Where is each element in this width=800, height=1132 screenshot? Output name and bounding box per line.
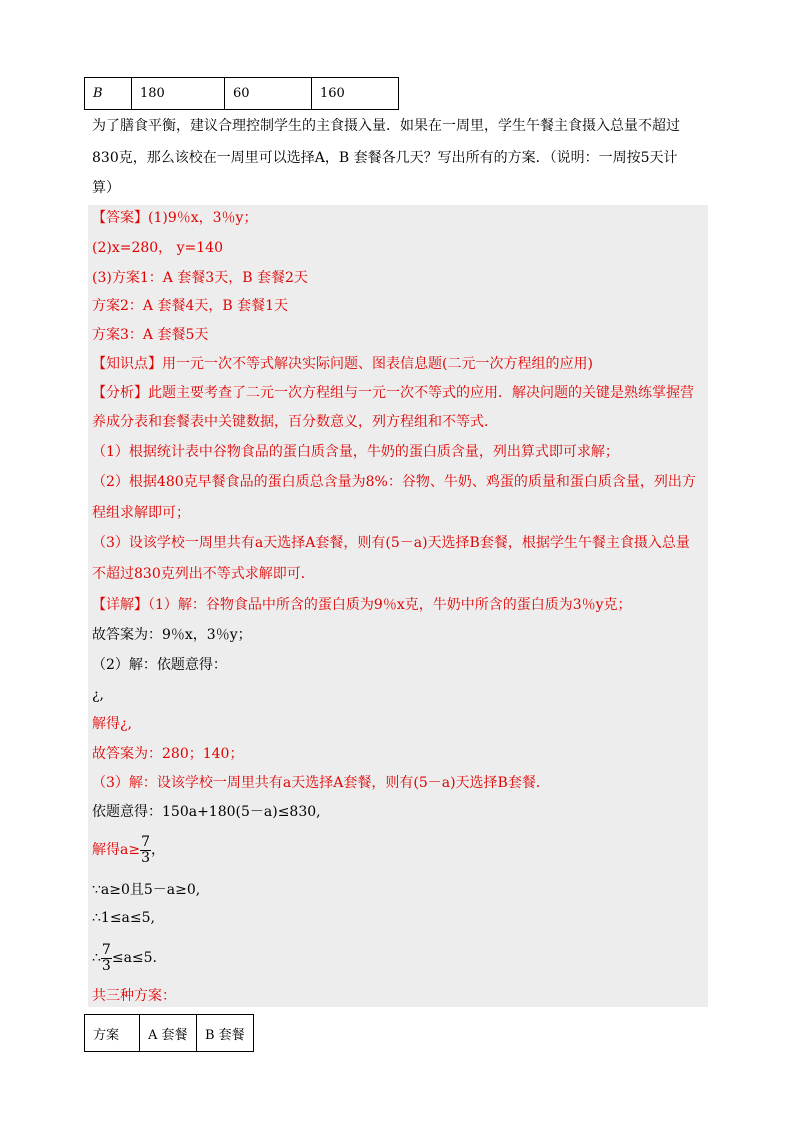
analysis-line-1 — [92, 383, 694, 403]
therefore-symbol: ∴ — [92, 950, 101, 966]
detail-tag: 【详解】 — [92, 597, 148, 613]
answer-line-2: (2)x=280， y=140 — [92, 240, 223, 256]
fraction-seven-thirds — [101, 943, 112, 974]
table-cell: 60 — [225, 78, 312, 110]
table-cell: 180 — [132, 78, 225, 110]
meal-table-top — [84, 77, 399, 110]
detail-line-9 — [92, 832, 165, 868]
plan-table — [84, 1014, 254, 1052]
detail-line-7: （3）解：设该学校一周里共有a天选择A套餐，则有(5－a)天选择B套餐． — [92, 775, 550, 791]
fraction-seven-thirds — [140, 835, 151, 866]
inequality-prefix: 解得a≥ — [92, 842, 141, 858]
inequality-suffix: ， — [151, 842, 165, 858]
answer-tag: 【答案】 — [92, 210, 148, 226]
fraction-denominator: 3 — [141, 849, 150, 866]
knowledge-text: 用一元一次不等式解决实际问题、图表信息题(二元一次方程组的应用) — [162, 356, 593, 372]
detail-line-6: 故答案为：280；140； — [92, 746, 244, 762]
detail-text: （1）解：谷物食品中所含的蛋白质为9％x克，牛奶中所含的蛋白质为3％y克； — [148, 597, 632, 613]
detail-line-13: 共三种方案： — [92, 988, 176, 1004]
answer-line-1 — [92, 208, 257, 228]
detail-line-5: 解得¿, — [92, 716, 132, 732]
analysis-line-2: 养成分表和套餐表中关键数据，百分数意义，列方程组和不等式． — [92, 414, 498, 430]
fraction-denominator: 3 — [101, 957, 111, 974]
detail-line-3: （2）解：依题意得： — [92, 657, 227, 673]
table-header-b: B 套餐 — [197, 1015, 254, 1052]
table-header-a: A 套餐 — [140, 1015, 197, 1052]
question-line-2: 830克，那么该校在一周里可以选择A，B 套餐各几天？写出所有的方案．（说明：一周按5天计 — [92, 150, 678, 166]
table-cell: B — [85, 78, 132, 110]
answer-line-4: 方案2：A 套餐4天，B 套餐1天 — [92, 298, 289, 314]
inequality-range: ≤a≤5. — [111, 950, 158, 966]
knowledge-line — [92, 354, 593, 374]
detail-line-2: 故答案为：9％x，3％y； — [92, 627, 252, 643]
fraction-numerator: 7 — [141, 833, 150, 850]
answer-line-5: 方案3：A 套餐5天 — [92, 327, 209, 343]
detail-line-1 — [92, 595, 632, 615]
detail-line-8: 依题意得：150a+180(5－a)≤830, — [92, 804, 321, 820]
detail-line-12 — [92, 940, 157, 976]
analysis-text: 此题主要考查了二元一次方程组与一元一次不等式的应用．解决问题的关键是熟练掌握营 — [148, 385, 694, 401]
fraction-numerator: 7 — [101, 941, 111, 958]
table-cell: 160 — [312, 78, 399, 110]
analysis-line-3: （1）根据统计表中谷物食品的蛋白质含量，牛奶的蛋白质含量，列出算式即可求解； — [92, 444, 619, 460]
analysis-line-4: （2）根据480克早餐食品的蛋白质总含量为8%：谷物、牛奶、鸡蛋的质量和蛋白质含量，列出方 — [92, 474, 696, 490]
answer-text: (1)9％x，3％y； — [148, 210, 258, 226]
knowledge-tag: 【知识点】 — [92, 356, 162, 372]
detail-line-4: ¿, — [92, 687, 104, 703]
table-row — [85, 78, 399, 110]
table-header-row — [85, 1015, 254, 1052]
question-line-1: 为了膳食平衡，建议合理控制学生的主食摄入量．如果在一周里，学生午餐主食摄入总量不超过 — [92, 118, 680, 134]
analysis-line-7: 不超过830克列出不等式求解即可． — [92, 566, 315, 582]
answer-line-3: (3)方案1：A 套餐3天，B 套餐2天 — [92, 270, 308, 286]
detail-line-10: ∵a≥0且5－a≥0, — [92, 882, 201, 898]
question-line-3: 算） — [92, 180, 120, 196]
table-header-plan: 方案 — [85, 1015, 140, 1052]
analysis-line-5: 程组求解即可； — [92, 505, 190, 521]
analysis-tag: 【分析】 — [92, 385, 148, 401]
detail-line-11: ∴1≤a≤5, — [92, 910, 155, 926]
analysis-line-6: （3）设该学校一周里共有a天选择A套餐，则有(5－a)天选择B套餐，根据学生午餐主食摄入总量 — [92, 535, 690, 551]
